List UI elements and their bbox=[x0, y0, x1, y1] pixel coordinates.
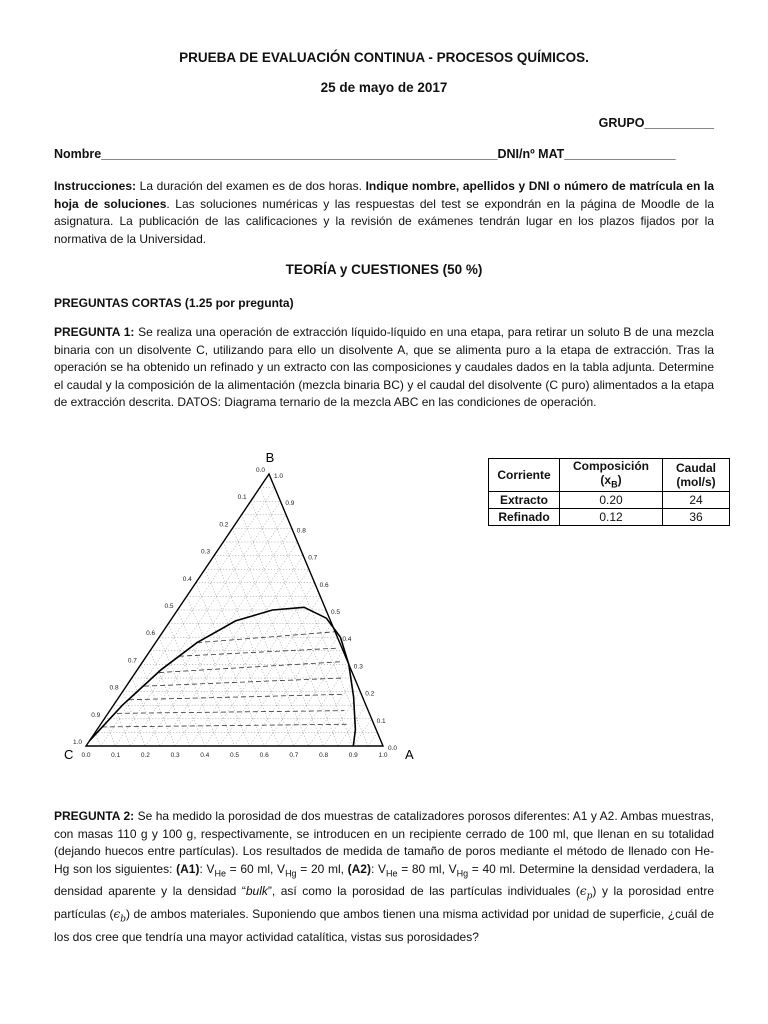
left-tick-label: 0.3 bbox=[201, 548, 211, 556]
q2-a2: (A2) bbox=[347, 861, 371, 876]
table-row bbox=[489, 492, 730, 509]
instructions bbox=[54, 178, 714, 248]
grid-line bbox=[294, 664, 349, 746]
right-tick-label: 0.6 bbox=[319, 581, 329, 589]
instructions-text-1: La duración del examen es de dos horas. bbox=[136, 179, 366, 193]
table-cell: Extracto bbox=[489, 492, 560, 509]
q2-a2-v1: = 80 ml, V bbox=[397, 861, 457, 876]
q2-text-a: Se ha medido la porosidad de dos muestras de catalizadores porosos diferentes: A1 y A2. Ambas muestras, con masas 110 g y 100 g, respectivamente, se introducen en un recipiente cerrado de 100 ml, que llenan en su totalidad (dejando huecos entre partículas). Los resultados de medida de tamaño de poros mediante el método de llenado con He-Hg son los siguientes: bbox=[54, 809, 714, 876]
grid-line bbox=[190, 569, 309, 746]
question-1-text: Se realiza una operación de extracción líquido-líquido en una etapa, para retirar un soluto B de una mezcla binaria con un disolvente C, utilizando para ello un disolvente A, que se alimenta puro a la etapa de extracción. Tras la operación se ha obtenido un refinado y un extracto con las composiciones y caudales dados en la tabla adjunta. Determine el caudal y la composición de la alimentación (mezcla binaria BC) y el caudal del disolvente (C puro) alimentados a la etapa de extracción descrita. DATOS: Diagrama ternario de la mezcla ABC en las condiciones de operación. bbox=[54, 325, 714, 410]
q2-he-sub-2: He bbox=[386, 868, 398, 879]
composicion-unit: (x bbox=[600, 473, 612, 487]
epsilon-p-sub: p bbox=[586, 891, 593, 902]
table-header-caudal bbox=[663, 459, 730, 492]
grid-line bbox=[249, 624, 331, 746]
right-tick-label: 0.2 bbox=[365, 690, 375, 698]
left-tick-label: 0.8 bbox=[109, 684, 119, 692]
exam-title: PRUEBA DE EVALUACIÓN CONTINUA - PROCESOS QUÍMICOS. bbox=[179, 50, 589, 65]
tie-lines bbox=[102, 632, 347, 727]
bottom-tick-label: 0.4 bbox=[200, 752, 210, 759]
q2-a1-vals: : V bbox=[199, 861, 215, 876]
question-1-label: PREGUNTA 1: bbox=[54, 325, 135, 339]
q2-hg-sub: Hg bbox=[285, 868, 297, 879]
tie-line bbox=[102, 724, 347, 727]
vertex-label-b: B bbox=[265, 450, 275, 465]
grid-line bbox=[132, 678, 161, 746]
data-table bbox=[488, 458, 730, 526]
right-tick-label: 0.4 bbox=[342, 636, 352, 644]
ternary-diagram bbox=[58, 446, 418, 776]
composicion-sub: B bbox=[611, 479, 618, 490]
q2-a1: (A1) bbox=[176, 861, 200, 876]
caudal-label: Caudal bbox=[675, 461, 716, 476]
q2-he-sub: He bbox=[214, 868, 226, 879]
bottom-tick-label: 0.8 bbox=[319, 752, 329, 759]
left-tick-label: 0.2 bbox=[219, 521, 229, 529]
right-tick-label: 0.8 bbox=[296, 527, 306, 535]
ternary-grid bbox=[95, 488, 377, 746]
tie-line bbox=[197, 632, 335, 643]
q2-hg-sub-2: Hg bbox=[456, 868, 469, 879]
q2-text-d: ) de ambos materiales. Suponiendo que ambos tienen una misma actividad por unidad de superficie, ¿cuál de los dos cree que tendría una mayor actividad catalítica, vistas sus porosidades? bbox=[54, 906, 714, 944]
tie-line bbox=[179, 648, 339, 656]
grid-line bbox=[160, 542, 297, 746]
left-tick-label: 0.6 bbox=[146, 630, 156, 638]
bottom-tick-label: 0.6 bbox=[259, 752, 269, 759]
bottom-tick-label: 0.2 bbox=[140, 752, 150, 759]
q2-text-c: ) y la porosidad entre partículas ( bbox=[54, 883, 714, 921]
bottom-tick-label: 0.1 bbox=[111, 752, 121, 759]
instructions-bold: Indique nombre, apellidos y DNI o número de matrícula en la hoja de soluciones bbox=[54, 179, 715, 211]
table-header-corriente: Corriente bbox=[489, 459, 560, 492]
question-2-label: PREGUNTA 2: bbox=[54, 809, 135, 823]
exam-date: 25 de mayo de 2017 bbox=[320, 80, 448, 95]
right-tick-label: 0.5 bbox=[331, 609, 341, 616]
table-header-composicion: Composición $(x_B)$ bbox=[560, 459, 663, 492]
grid-line bbox=[205, 569, 279, 746]
left-tick-label: 0.9 bbox=[91, 711, 101, 719]
grid-line bbox=[220, 596, 321, 746]
grid-line bbox=[196, 583, 264, 746]
caudal-unit: (mol/s) bbox=[676, 475, 716, 490]
grid-line bbox=[260, 488, 368, 746]
question-1 bbox=[54, 324, 714, 412]
vertex-label-a: A bbox=[405, 747, 414, 762]
q2-a2-v2: = 40 ml. Determine la densidad verdadera, la densidad aparente y la densidad “ bbox=[54, 861, 714, 898]
bottom-tick-label: 0.0 bbox=[81, 752, 91, 759]
table-header-row bbox=[489, 459, 730, 492]
grid-line bbox=[368, 732, 377, 746]
bottom-tick-label: 0.5 bbox=[229, 752, 240, 759]
epsilon-p-symbol: ϵ bbox=[579, 883, 587, 898]
left-tick-label: 1.0 bbox=[72, 739, 82, 746]
right-tick-label: 0.3 bbox=[353, 663, 363, 671]
right-tick-label: 0.0 bbox=[388, 745, 398, 752]
section-title: TEORÍA y CUESTIONES (50 %) bbox=[285, 262, 483, 277]
table-cell: Refinado bbox=[489, 509, 560, 526]
epsilon-b-sub: b bbox=[120, 914, 127, 925]
instructions-label: Instrucciones: bbox=[54, 179, 137, 193]
tie-line bbox=[144, 678, 343, 686]
table-cell: 24 bbox=[663, 492, 730, 509]
tie-line bbox=[159, 662, 342, 673]
grupo-field: GRUPO__________ bbox=[598, 116, 714, 130]
grid-line bbox=[338, 705, 365, 746]
bottom-tick-label: 0.9 bbox=[348, 752, 358, 759]
right-tick-label: 1.0 bbox=[274, 473, 284, 480]
table-row bbox=[489, 509, 730, 526]
q2-a1-v2: = 20 ml, bbox=[296, 861, 348, 876]
grid-line bbox=[168, 624, 219, 746]
left-tick-label: 0.0 bbox=[255, 467, 265, 474]
left-tick-label: 0.7 bbox=[127, 657, 137, 665]
question-2 bbox=[54, 808, 714, 946]
composicion-label: Composición bbox=[572, 459, 649, 473]
table-cell: 0.12 bbox=[560, 509, 663, 526]
table-cell: 0.20 bbox=[560, 492, 663, 509]
bottom-tick-label: 1.0 bbox=[378, 752, 388, 759]
vertex-label-c: C bbox=[64, 747, 74, 762]
tie-line bbox=[129, 694, 344, 699]
bottom-tick-label: 0.7 bbox=[289, 752, 299, 759]
table-cell: 36 bbox=[663, 509, 730, 526]
nombre-dni-field: Nombre_________________________________________________________DNI/nº MAT________________ bbox=[54, 147, 676, 161]
left-tick-label: 0.5 bbox=[164, 603, 174, 610]
q2-bulk: bulk bbox=[245, 883, 268, 898]
q2-a1-v1: = 60 ml, V bbox=[225, 861, 286, 876]
q2-a2-vals: : V bbox=[370, 861, 386, 876]
subsection-title: PREGUNTAS CORTAS (1.25 por pregunta) bbox=[54, 296, 294, 310]
right-tick-label: 0.1 bbox=[376, 717, 386, 725]
left-tick-label: 0.4 bbox=[182, 575, 192, 583]
q2-text-b: ”, así como la porosidad de las partículas individuales ( bbox=[267, 883, 580, 898]
epsilon-b-symbol: ϵ bbox=[113, 906, 121, 921]
grid-line bbox=[309, 678, 355, 746]
bottom-tick-label: 0.3 bbox=[170, 752, 180, 759]
instructions-text-2: . Las soluciones numéricas y las respuestas del test se expondrán en la página de Moodle de la asignatura. La publicación de las calificaciones y la revisión de exámenes tendrán lugar en los plazos fijados por la normativa de la Universidad. bbox=[54, 196, 715, 246]
right-tick-label: 0.9 bbox=[285, 500, 295, 508]
right-tick-label: 0.7 bbox=[308, 554, 318, 562]
tie-line bbox=[117, 711, 345, 714]
left-tick-label: 0.1 bbox=[237, 494, 247, 502]
